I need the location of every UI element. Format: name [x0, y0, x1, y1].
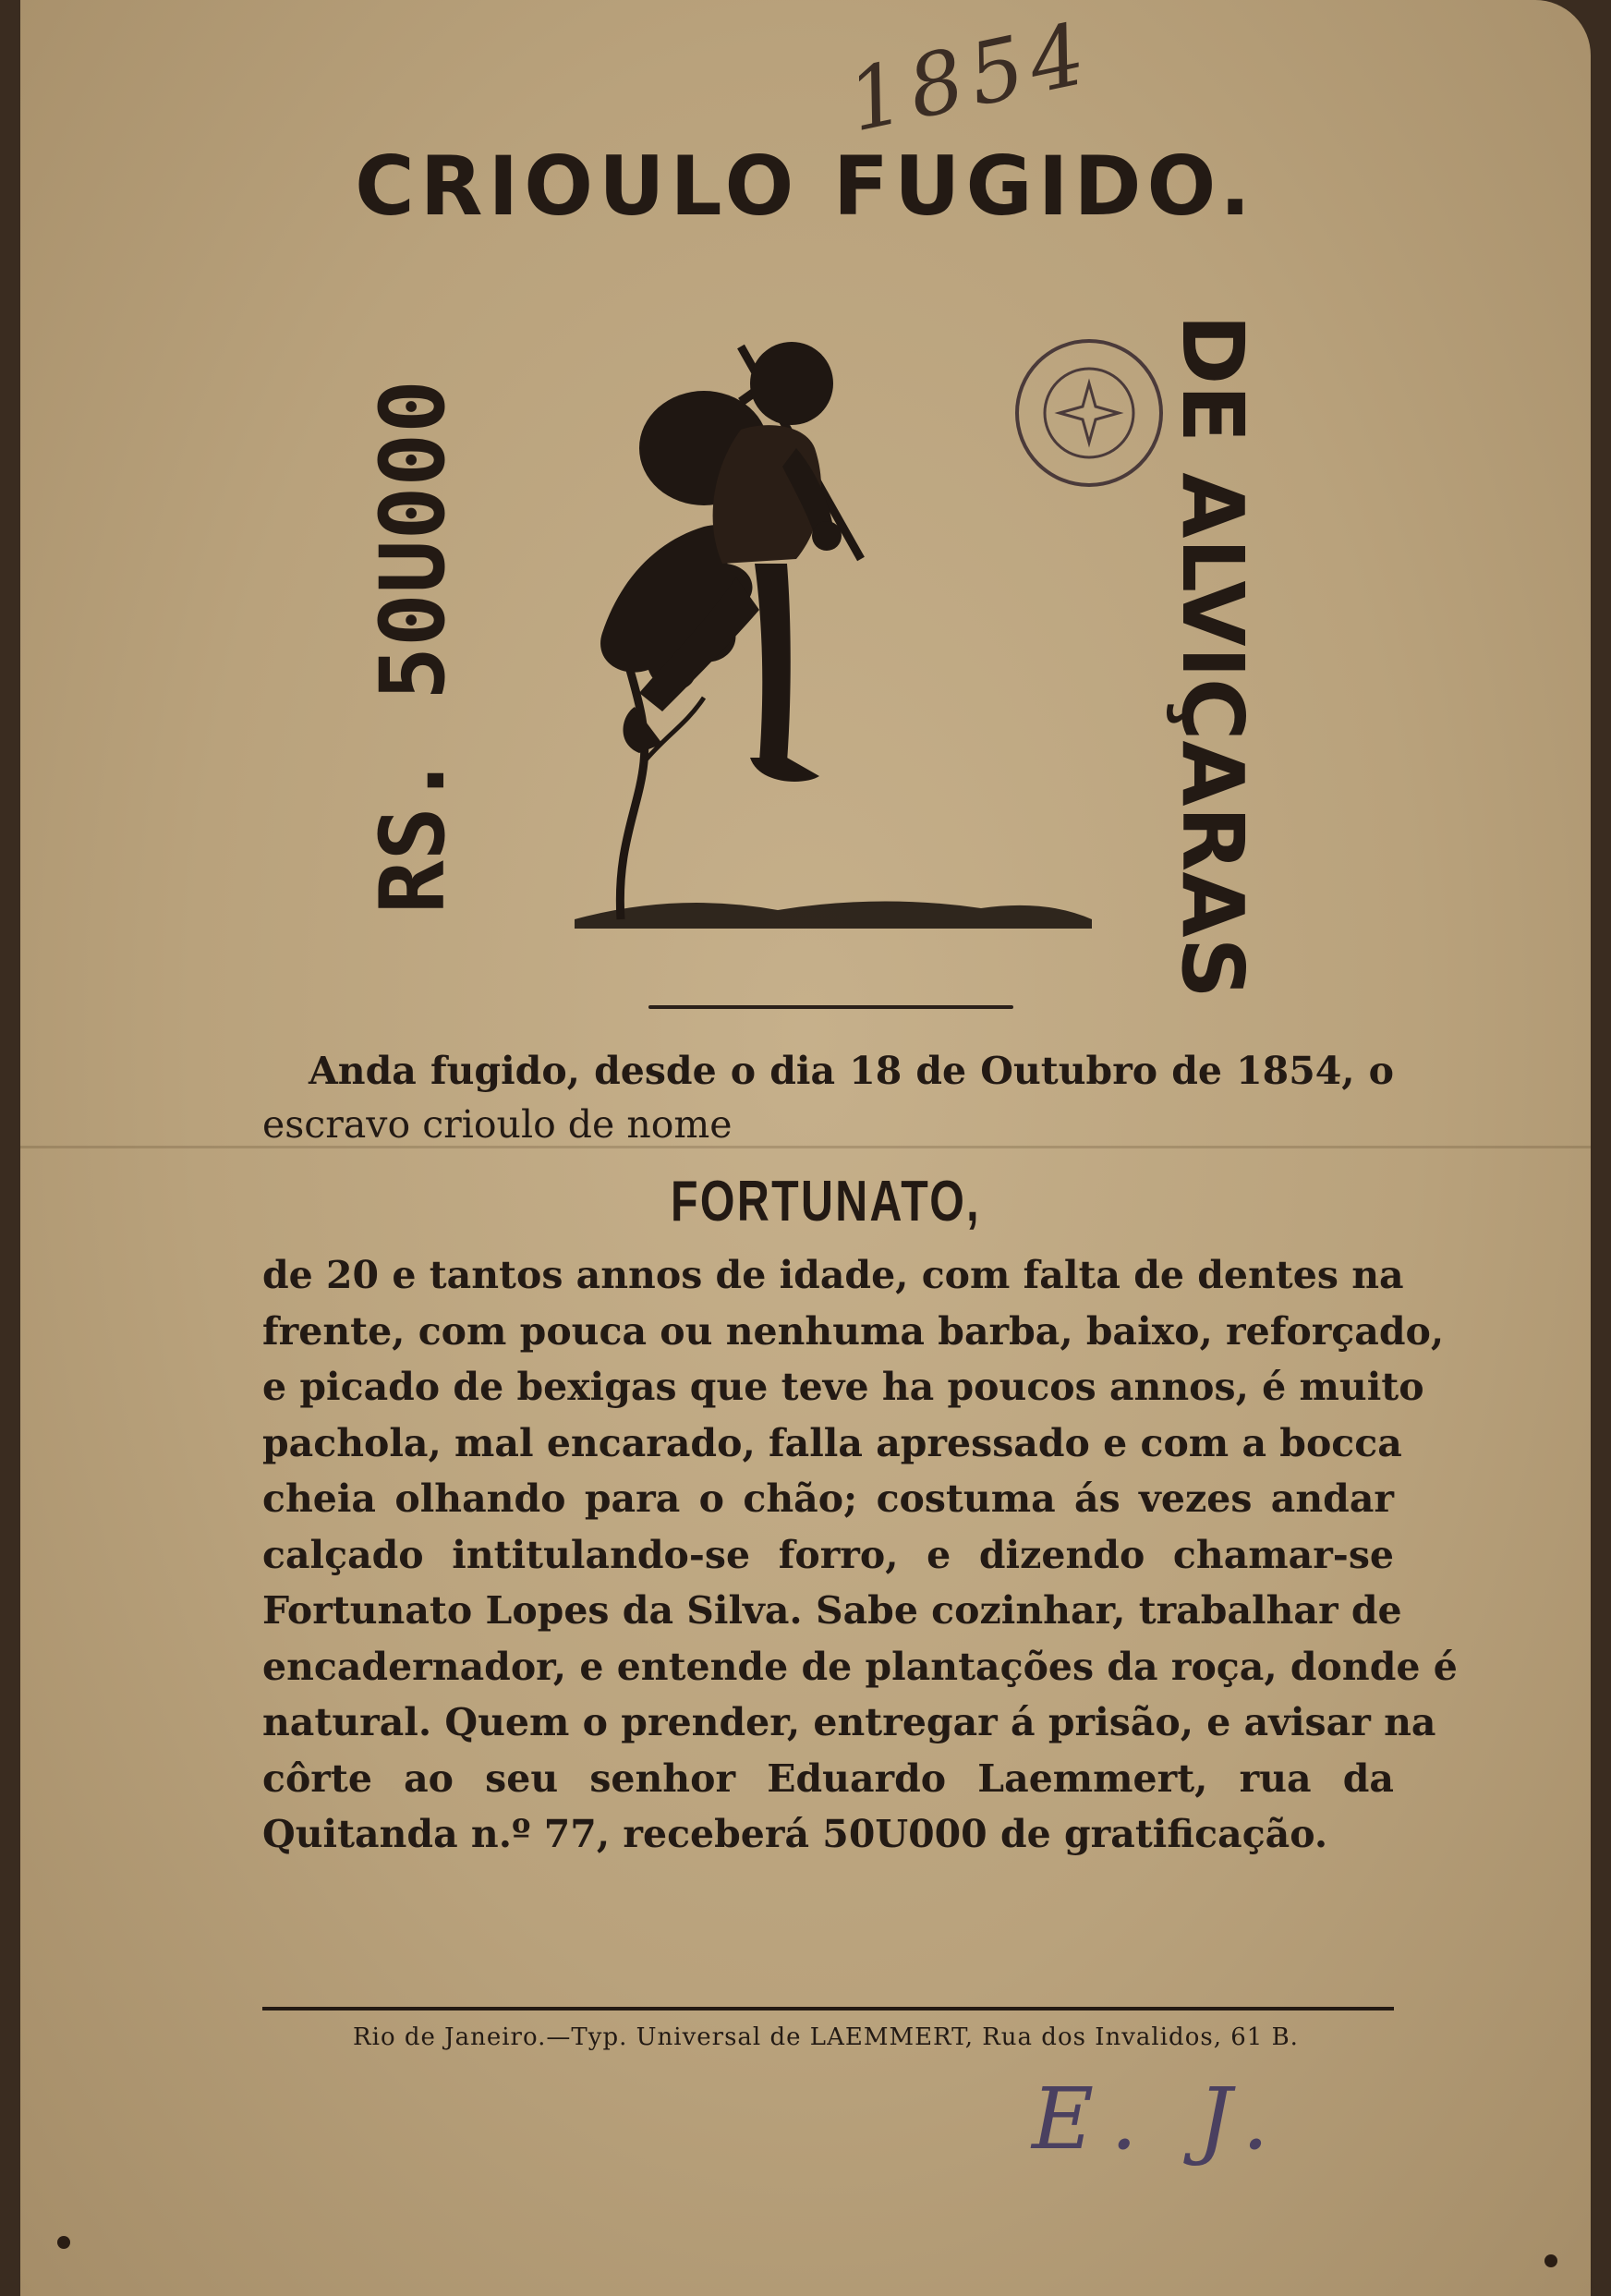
description-line: Fortunato Lopes da Silva. Sabe cozinhar, trabalhar de	[262, 1588, 1402, 1633]
description-line: frente, com pouca ou nenhuma barba, baixo, reforçado,	[262, 1308, 1445, 1354]
handwritten-year: 1854	[839, 3, 1101, 152]
description-line: Quitanda n.º 77, receberá 50U000 de gratificação.	[262, 1812, 1328, 1856]
intro-paragraph	[262, 1044, 1394, 1151]
divider-rule	[648, 1005, 1013, 1009]
description-line: encadernador, e entende de plantações da roça, donde é	[262, 1644, 1458, 1689]
description-line: de 20 e tantos annos de idade, com falta de dentes na	[262, 1253, 1404, 1297]
intro-line: escravo crioulo de nome	[262, 1102, 733, 1147]
description-line: calçado intitulando-se forro, e dizendo chamar-se	[262, 1532, 1394, 1577]
fugitive-name: FORTUNATO,	[671, 1170, 981, 1233]
paper-damage-spot	[1544, 2254, 1557, 2267]
poster-sheet	[20, 0, 1591, 2296]
paper-damage-spot	[57, 2236, 70, 2249]
library-stamp-seal	[1009, 333, 1170, 494]
description-line: côrte ao seu senhor Eduardo Laemmert, rua da	[262, 1755, 1394, 1801]
printer-imprint: Rio de Janeiro.—Typ. Universal de LAEMMERT, Rua dos Invalidos, 61 B.	[353, 2023, 1299, 2051]
reward-label-vertical: DE ALVIÇARAS	[1163, 314, 1262, 999]
description-line: pachola, mal encarado, falla apressado e com a bocca	[262, 1420, 1402, 1465]
description-paragraph	[262, 1247, 1458, 1863]
description-line: natural. Quem o prender, entregar á prisão, e avisar na	[262, 1700, 1436, 1744]
description-line: cheia olhando para o chão; costuma ás vezes andar	[262, 1476, 1394, 1521]
handwritten-initials: E. J.	[1032, 2070, 1286, 2168]
intro-line: Anda fugido, desde o dia 18 de Outubro de 1854, o	[309, 1049, 1394, 1093]
poster-title: CRIOULO FUGIDO.	[355, 139, 1256, 234]
footer-divider-rule	[262, 2007, 1394, 2011]
description-line: e picado de bexigas que teve ha poucos annos, é muito	[262, 1365, 1424, 1409]
reward-amount-vertical: RS. 50U000	[361, 380, 465, 914]
